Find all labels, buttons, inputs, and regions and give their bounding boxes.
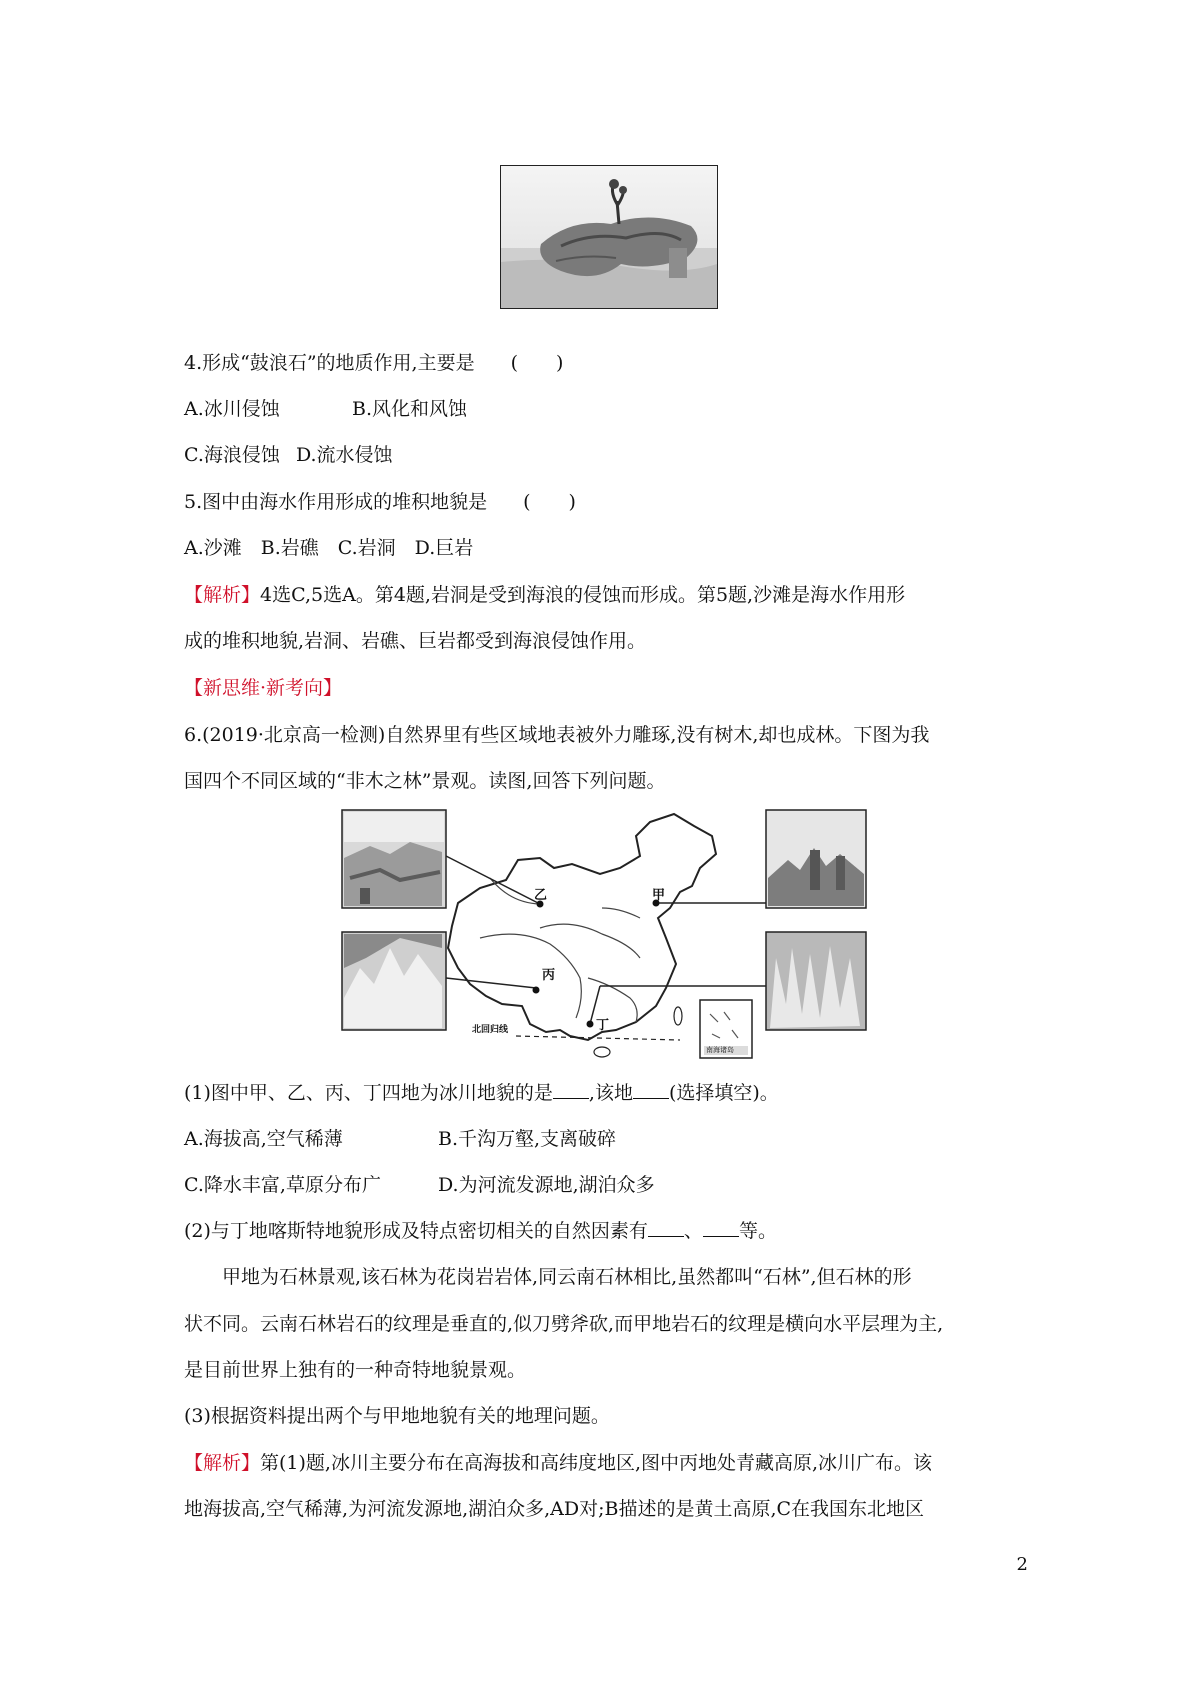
analysis-2-line1: 【解析】第(1)题,冰川主要分布在高海拔和高纬度地区,图中丙地处青藏高原,冰川广布。该 (184, 1452, 933, 1474)
analysis-2-tag: 【解析】 (184, 1452, 261, 1474)
q6-1-option-c: C.降水丰富,草原分布广 (184, 1174, 381, 1196)
question-6-1-stem: (1)图中甲、乙、丙、丁四地为冰川地貌的是 ,该地 (选择填空)。 (184, 1082, 779, 1104)
q4-option-c: C.海浪侵蚀 (184, 444, 280, 466)
map-label-yi: 乙 (534, 888, 548, 903)
question-6-2-stem: (2)与丁地喀斯特地貌形成及特点密切相关的自然因素有 、 等。 (184, 1220, 777, 1242)
map-label-inset: 南海诸岛 (706, 1046, 734, 1054)
answer-blank-1[interactable] (553, 1080, 589, 1099)
q4-option-b: B.风化和风蚀 (352, 398, 468, 420)
section-tag: 【新思维·新考向】 (184, 677, 343, 699)
question-4-stem: 4.形成“鼓浪石”的地质作用,主要是 ( ) (184, 352, 564, 374)
question-5-stem: 5.图中由海水作用形成的堆积地貌是 ( ) (184, 491, 576, 513)
analysis-1-line1: 【解析】4选C,5选A。第4题,岩洞是受到海浪的侵蚀而形成。第5题,沙滩是海水作用形 (184, 584, 906, 606)
material-line1: 甲地为石林景观,该石林为花岗岩岩体,同云南石林相比,虽然都叫“石林”,但石林的形 (222, 1266, 912, 1288)
question-6-3-stem: (3)根据资料提出两个与甲地地貌有关的地理问题。 (184, 1405, 610, 1427)
question-6-line2: 国四个不同区域的“非木之林”景观。读图,回答下列问题。 (184, 770, 666, 792)
question-6-1-options-row2 (184, 1172, 655, 1198)
material-line2: 状不同。云南石林岩石的纹理是垂直的,似刀劈斧砍,而甲地岩石的纹理是横向水平层理为主, (184, 1313, 944, 1335)
bing-landscape-photo (342, 932, 446, 1030)
material-line3: 是目前世界上独有的一种奇特地貌景观。 (184, 1359, 527, 1381)
question-6-line1: 6.(2019·北京高一检测)自然界里有些区域地表被外力雕琢,没有树木,却也成林。下图为我 (184, 724, 930, 746)
question-4-options-row2 (184, 442, 393, 468)
jia-landscape-photo (766, 810, 866, 908)
map-label-tropic: 北回归线 (472, 1025, 509, 1035)
answer-blank-2[interactable] (633, 1080, 669, 1099)
analysis-1-line2: 成的堆积地貌,岩洞、岩礁、巨岩都受到海浪侵蚀作用。 (184, 630, 647, 652)
q4-option-a: A.冰川侵蚀 (184, 398, 280, 420)
map-label-bing: 丙 (542, 968, 556, 983)
analysis-2-line2: 地海拔高,空气稀薄,为河流发源地,湖泊众多,AD对;B描述的是黄土高原,C在我国东北地区 (184, 1498, 925, 1520)
q6-1-option-d: D.为河流发源地,湖泊众多 (438, 1174, 655, 1196)
yi-landscape-photo (342, 810, 446, 908)
china-map-figure (340, 808, 870, 1060)
page-number: 2 (1016, 1554, 1028, 1575)
q6-1-option-a: A.海拔高,空气稀薄 (184, 1128, 343, 1150)
question-6-1-options-row1 (184, 1126, 617, 1152)
map-label-ding: 丁 (596, 1018, 610, 1033)
ding-landscape-photo (766, 932, 866, 1030)
map-label-jia: 甲 (652, 888, 666, 903)
question-5-options: A.沙滩 B.岩礁 C.岩洞 D.巨岩 (184, 537, 474, 559)
answer-blank-3[interactable] (648, 1218, 684, 1237)
gulang-rock-photo (500, 165, 718, 309)
analysis-tag: 【解析】 (184, 584, 261, 606)
question-4-options-row1 (184, 396, 468, 422)
q4-option-d: D.流水侵蚀 (295, 444, 393, 466)
answer-blank-4[interactable] (703, 1218, 739, 1237)
q6-1-option-b: B.千沟万壑,支离破碎 (438, 1128, 617, 1150)
